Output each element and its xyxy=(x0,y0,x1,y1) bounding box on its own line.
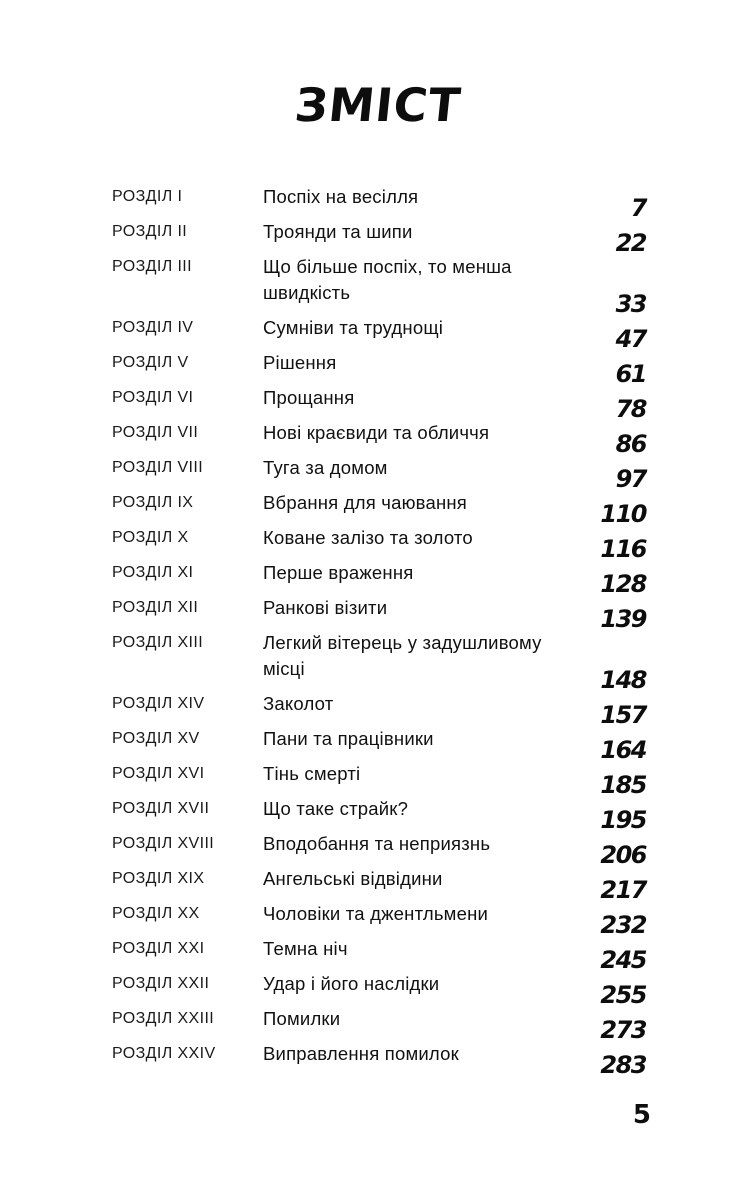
toc-row[interactable] xyxy=(112,350,646,388)
chapter-page-number: 245 xyxy=(600,946,646,974)
toc-row[interactable] xyxy=(112,219,646,257)
chapter-title: Чоловіки та джентльмени xyxy=(263,903,489,924)
toc-row[interactable] xyxy=(112,315,646,353)
chapter-title: Виправлення помилок xyxy=(263,1043,459,1064)
chapter-page-number: 195 xyxy=(600,806,646,834)
chapter-label: РОЗДІЛ XX xyxy=(112,905,200,922)
chapter-page-number: 283 xyxy=(600,1051,646,1079)
chapter-label: РОЗДІЛ XVI xyxy=(112,765,205,782)
toc-row[interactable] xyxy=(112,866,646,904)
chapter-page-number: 232 xyxy=(600,911,646,939)
chapter-title: Легкий вітерець у задушливому місці xyxy=(263,632,542,679)
toc-row[interactable] xyxy=(112,385,646,423)
chapter-title: Нові краєвиди та обличчя xyxy=(263,422,490,443)
chapter-page-number: 164 xyxy=(600,736,646,764)
chapter-page-number: 157 xyxy=(600,701,646,729)
chapter-page-number: 33 xyxy=(615,290,646,318)
chapter-title: Троянди та шипи xyxy=(263,221,413,242)
chapter-label: РОЗДІЛ VIII xyxy=(112,459,204,476)
chapter-page-number: 148 xyxy=(600,666,646,694)
toc-row[interactable] xyxy=(112,630,646,694)
chapter-page-number: 273 xyxy=(600,1016,646,1044)
chapter-title: Що більше поспіх, то менша швидкість xyxy=(263,256,512,303)
chapter-label: РОЗДІЛ XV xyxy=(112,730,200,747)
chapter-title: Заколот xyxy=(263,693,334,714)
chapter-page-number: 47 xyxy=(615,325,646,353)
chapter-label: РОЗДІЛ XXIV xyxy=(112,1045,216,1062)
chapter-title: Поспіх на весілля xyxy=(263,186,419,207)
chapter-label: РОЗДІЛ XI xyxy=(112,564,194,581)
chapter-title: Коване залізо та золото xyxy=(263,527,473,548)
page-title: ЗМІСТ xyxy=(292,78,464,132)
chapter-title: Що таке страйк? xyxy=(263,798,409,819)
chapter-title: Сумніви та труднощі xyxy=(263,317,444,338)
chapter-title: Удар і його наслідки xyxy=(263,973,440,994)
chapter-label: РОЗДІЛ XVII xyxy=(112,800,210,817)
toc-row[interactable] xyxy=(112,595,646,633)
toc-row[interactable] xyxy=(112,936,646,974)
toc-row[interactable] xyxy=(112,490,646,528)
toc-row[interactable] xyxy=(112,184,646,222)
chapter-page-number: 110 xyxy=(600,500,646,528)
chapter-page-number: 128 xyxy=(600,570,646,598)
chapter-label: РОЗДІЛ III xyxy=(112,258,192,275)
chapter-label: РОЗДІЛ XXII xyxy=(112,975,210,992)
chapter-title: Ранкові візити xyxy=(263,597,388,618)
chapter-title: Перше враження xyxy=(263,562,414,583)
chapter-page-number: 255 xyxy=(600,981,646,1009)
chapter-label: РОЗДІЛ V xyxy=(112,354,189,371)
chapter-page-number: 61 xyxy=(615,360,646,388)
chapter-label: РОЗДІЛ IX xyxy=(112,494,194,511)
chapter-title: Вбрання для чаювання xyxy=(263,492,468,513)
chapter-title: Тінь смерті xyxy=(263,763,361,784)
chapter-label: РОЗДІЛ II xyxy=(112,223,188,240)
toc-row[interactable] xyxy=(112,796,646,834)
chapter-label: РОЗДІЛ XIII xyxy=(112,634,204,651)
toc-row[interactable] xyxy=(112,901,646,939)
chapter-label: РОЗДІЛ X xyxy=(112,529,189,546)
toc-row[interactable] xyxy=(112,254,646,318)
chapter-page-number: 217 xyxy=(600,876,646,904)
chapter-title: Вподобання та неприязнь xyxy=(263,833,491,854)
toc-row[interactable] xyxy=(112,525,646,563)
toc-row[interactable] xyxy=(112,726,646,764)
chapter-label: РОЗДІЛ XII xyxy=(112,599,199,616)
chapter-title: Помилки xyxy=(263,1008,341,1029)
chapter-label: РОЗДІЛ VII xyxy=(112,424,199,441)
chapter-label: РОЗДІЛ VI xyxy=(112,389,194,406)
chapter-page-number: 78 xyxy=(615,395,646,423)
chapter-label: РОЗДІЛ XIX xyxy=(112,870,205,887)
toc-row[interactable] xyxy=(112,971,646,1009)
chapter-label: РОЗДІЛ I xyxy=(112,188,183,205)
toc-row[interactable] xyxy=(112,560,646,598)
chapter-page-number: 185 xyxy=(600,771,646,799)
toc-row[interactable] xyxy=(112,1006,646,1044)
toc-row[interactable] xyxy=(112,691,646,729)
chapter-page-number: 116 xyxy=(600,535,646,563)
table-of-contents xyxy=(112,184,646,1079)
chapter-page-number: 86 xyxy=(615,430,646,458)
chapter-title: Рішення xyxy=(263,352,337,373)
chapter-title: Прощання xyxy=(263,387,355,408)
chapter-title: Пани та працівники xyxy=(263,728,434,749)
chapter-label: РОЗДІЛ XIV xyxy=(112,695,205,712)
chapter-page-number: 97 xyxy=(615,465,646,493)
chapter-page-number: 206 xyxy=(600,841,646,869)
chapter-page-number: 139 xyxy=(600,605,646,633)
chapter-title: Темна ніч xyxy=(263,938,348,959)
chapter-page-number: 22 xyxy=(615,229,646,257)
chapter-label: РОЗДІЛ IV xyxy=(112,319,194,336)
chapter-title: Ангельські відвідини xyxy=(263,868,443,889)
chapter-label: РОЗДІЛ XXI xyxy=(112,940,205,957)
chapter-page-number: 7 xyxy=(630,194,646,222)
page-number: 5 xyxy=(632,1100,651,1130)
chapter-title: Туга за домом xyxy=(263,457,388,478)
toc-row[interactable] xyxy=(112,455,646,493)
toc-row[interactable] xyxy=(112,420,646,458)
chapter-label: РОЗДІЛ XVIII xyxy=(112,835,215,852)
toc-row[interactable] xyxy=(112,831,646,869)
toc-row[interactable] xyxy=(112,1041,646,1079)
toc-row[interactable] xyxy=(112,761,646,799)
chapter-label: РОЗДІЛ XXIII xyxy=(112,1010,215,1027)
